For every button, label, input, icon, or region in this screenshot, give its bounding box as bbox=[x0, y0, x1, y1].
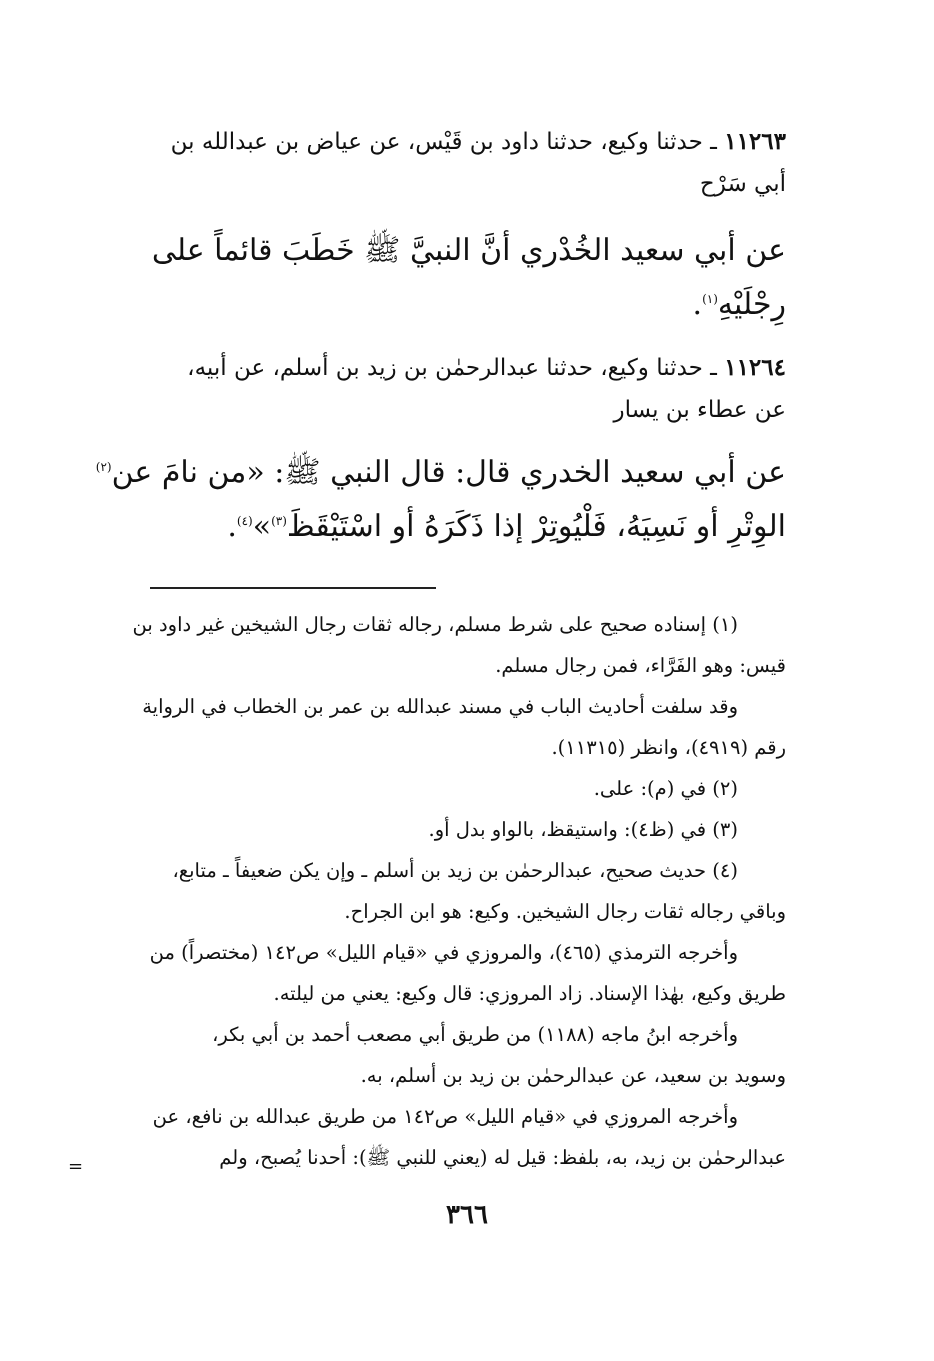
isnad-line bbox=[83, 122, 786, 164]
footnote-ref: (١) bbox=[702, 292, 718, 306]
footnote-ref: (٢) bbox=[95, 460, 112, 474]
hadith-number: ١١٢٦٣ bbox=[724, 128, 786, 155]
punctuation: . bbox=[227, 509, 237, 544]
isnad-line: أبي سَرْح bbox=[699, 171, 786, 197]
matn-text: رِجْلَيْهِ bbox=[717, 287, 786, 322]
continuation-mark: = bbox=[68, 1156, 84, 1177]
footnote-line: وباقي رجاله ثقات رجال الشيخين. وكيع: هو ابن الجراح. bbox=[344, 900, 786, 923]
hadith-number: ١١٢٦٤ bbox=[724, 354, 786, 381]
matn-line bbox=[83, 500, 786, 554]
footnote-ref: (٤) bbox=[236, 514, 253, 528]
matn-line: عن أبي سعيد الخُدْري أنَّ النبيَّ ﷺ خَطَبَ قائماً على bbox=[151, 233, 786, 268]
hadith-11263-matn bbox=[83, 224, 786, 332]
footnote-line: وقد سلفت أحاديث الباب في مسند عبدالله بن عمر بن الخطاب في الرواية bbox=[142, 695, 738, 718]
footnote-line: (٤) حديث صحيح، عبدالرحمٰن بن زيد بن أسلم ـ وإن يكن ضعيفاً ـ متابع، bbox=[172, 859, 738, 882]
page-number: ٣٦٦ bbox=[446, 1200, 488, 1230]
footnote-ref: (٣) bbox=[271, 514, 287, 528]
footnote-line: (٢) في (م): على. bbox=[593, 777, 738, 800]
isnad-line: عن عطاء بن يسار bbox=[613, 397, 786, 423]
footnote-line: وسويد بن سعيد، عن عبدالرحمٰن بن زيد بن أسلم، به. bbox=[360, 1064, 786, 1087]
quote-mark: » bbox=[252, 509, 272, 544]
footnote-line: (١) إسناده صحيح على شرط مسلم، رجاله ثقات رجال الشيخين غير داود بن bbox=[132, 613, 738, 636]
footnote-line: وأخرجه الترمذي (٤٦٥)، والمروزي في «قيام الليل» ص١٤٢ (مختصراً) من bbox=[149, 941, 738, 964]
hadith-11264-matn bbox=[83, 446, 786, 554]
footnote-line: قيس: وهو الفَرَّاء، فمن رجال مسلم. bbox=[495, 654, 786, 677]
footnotes bbox=[83, 604, 786, 1178]
matn-line bbox=[83, 446, 786, 500]
footnote-line: عبدالرحمٰن بن زيد، به، بلفظ: قيل له (يعني للنبي ﷺ): أحدنا يُصبح، ولم bbox=[219, 1146, 786, 1169]
footnote-line: (٣) في (ظ٤): واستيقظ، بالواو بدل أو. bbox=[428, 818, 738, 841]
matn-line bbox=[83, 278, 786, 332]
footnote-separator bbox=[150, 587, 436, 589]
footnote-line: وأخرجه ابنُ ماجه (١١٨٨) من طريق أبي مصعب أحمد بن أبي بكر، bbox=[212, 1023, 738, 1046]
matn-text: عن أبي سعيد الخدري قال: قال النبي ﷺ: «من نامَ عن bbox=[111, 455, 786, 490]
hadith-11264-isnad bbox=[83, 348, 786, 432]
hadith-11263-isnad bbox=[83, 122, 786, 206]
isnad-text: ـ حدثنا وكيع، حدثنا داود بن قَيْس، عن عياض بن عبدالله بن bbox=[170, 129, 717, 155]
isnad-text: ـ حدثنا وكيع، حدثنا عبدالرحمٰن بن زيد بن أسلم، عن أبيه، bbox=[187, 355, 717, 381]
footnote-line: وأخرجه المروزي في «قيام الليل» ص١٤٢ من طريق عبدالله بن نافع، عن bbox=[152, 1105, 738, 1128]
footnote-line: طريق وكيع، بهٰذا الإسناد. زاد المروزي: قال وكيع: يعني من ليلته. bbox=[273, 982, 786, 1005]
punctuation: . bbox=[692, 287, 703, 322]
isnad-line bbox=[83, 348, 786, 390]
footnote-line: رقم (٤٩١٩)، وانظر (١١٣١٥). bbox=[551, 736, 786, 759]
matn-text: الوِتْرِ أو نَسِيَهُ، فَلْيُوتِرْ إذا ذَكَرَهُ أو اسْتَيْقَظَ bbox=[286, 509, 786, 544]
